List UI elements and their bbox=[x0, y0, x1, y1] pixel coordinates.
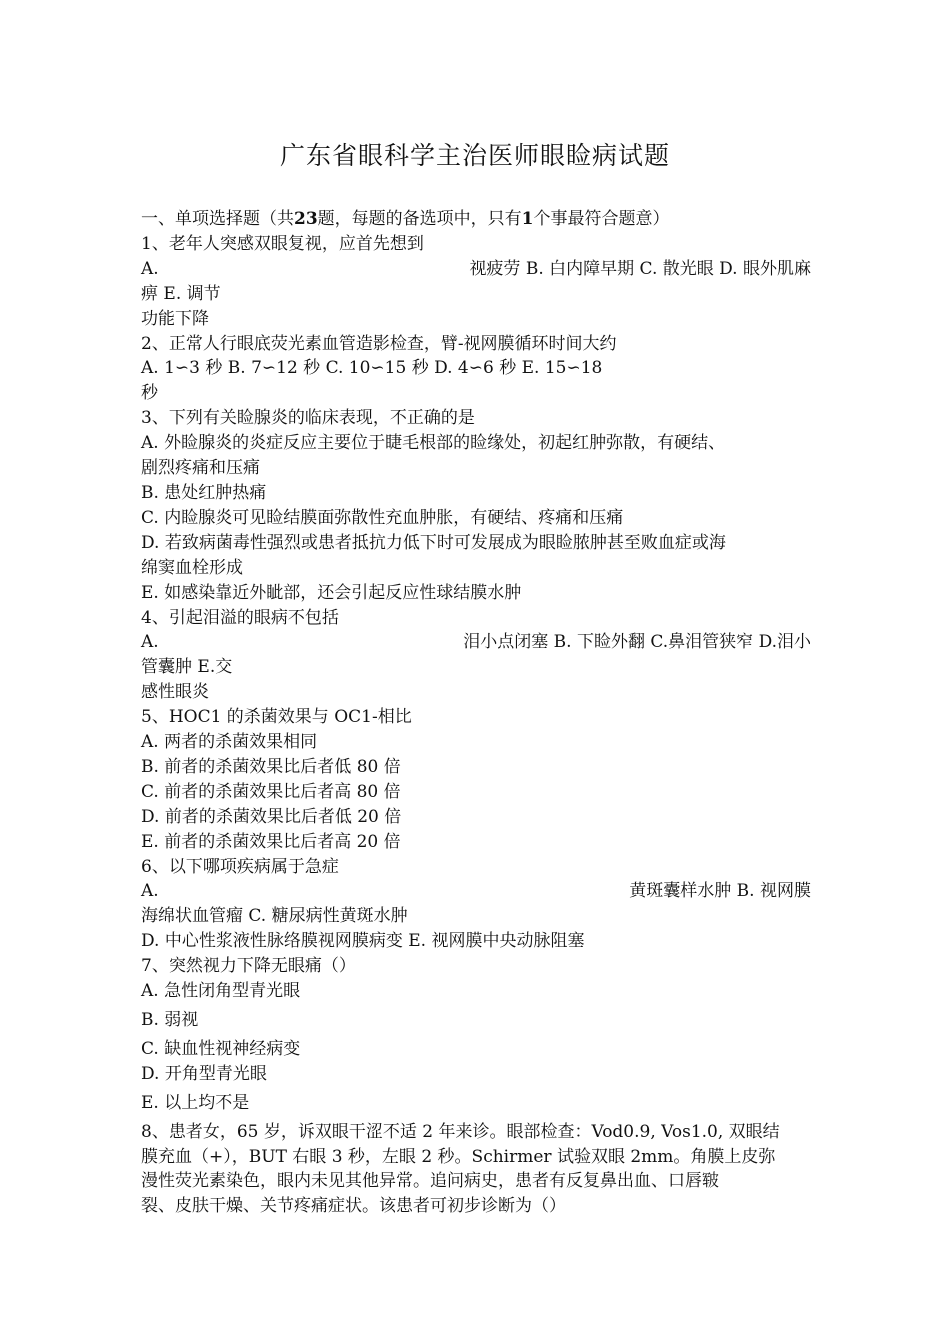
question-6-stem: 6、以下哪项疾病属于急症 bbox=[141, 856, 339, 877]
option: E. 如感染靠近外眦部，还会引起反应性球结膜水肿 bbox=[141, 582, 522, 603]
question-4-options: A. 泪小点闭塞 B. 下睑外翻 C.鼻泪管狭窄 D.泪小 bbox=[141, 632, 811, 653]
question-count: 23 bbox=[294, 209, 318, 229]
question-4-stem: 4、引起泪溢的眼病不包括 bbox=[141, 607, 339, 628]
question-7-stem: 7、突然视力下降无眼痛（） bbox=[141, 956, 356, 977]
option: D. 前者的杀菌效果比后者低 20 倍 bbox=[141, 806, 402, 827]
option: E. 以上均不是 bbox=[141, 1092, 250, 1113]
option: A. 急性闭角型青光眼 bbox=[141, 981, 301, 1002]
option: B. 前者的杀菌效果比后者低 80 倍 bbox=[141, 756, 401, 777]
question-1-stem: 1、老年人突感双眼复视，应首先想到 bbox=[141, 233, 424, 254]
question-1-options: A. 视疲劳 B. 白内障早期 C. 散光眼 D. 眼外肌麻 bbox=[141, 258, 811, 279]
section-heading: 一、单项选择题（共23题，每题的备选项中，只有1个事最符合题意） bbox=[141, 209, 670, 229]
option: D. 开角型青光眼 bbox=[141, 1063, 267, 1084]
document-title: 广东省眼科学主治医师眼睑病试题 bbox=[279, 141, 670, 170]
option: C. 前者的杀菌效果比后者高 80 倍 bbox=[141, 781, 401, 802]
option: E. 前者的杀菌效果比后者高 20 倍 bbox=[141, 831, 401, 852]
question-3-stem: 3、下列有关睑腺炎的临床表现，不正确的是 bbox=[141, 408, 475, 429]
option: C. 内睑腺炎可见睑结膜面弥散性充血肿胀，有硬结、疼痛和压痛 bbox=[141, 507, 624, 528]
document-body: 一、单项选择题（共23题，每题的备选项中，只有1个事最符合题意） 1、老年人突感双眼复视，应首先想到 A. 视疲劳 B. 白内障早期 C. 散光眼 D. 眼外肌麻 痹 E. 调节 功能下降 2、正常人行眼底荧光素血管造影检查，臂-视网膜循环时间大约 A. 1∽3 秒 B. 7∽12 秒 C. 10∽15 秒 D. 4∽6 秒 E. 15∽18 秒 3、下列有关睑腺炎的临床表现，不正确的是 A. 外睑腺炎的炎症反应主要位于睫毛根部的睑缘处，初起红肿弥散，有硬结、 剧烈疼痛和压痛 B. 患处红肿热痛 C. 内睑腺炎可见睑结膜面弥散性充血肿胀，有硬结、疼痛和压痛 D. 若致病菌毒性强烈或患者抵抗力低下时可发展成为眼睑脓肿甚至败血症或海 绵窦血栓形成 E. 如感染靠近外眦部，还会引起反应性球结膜水肿 4、引起泪溢的眼病不包括 A. 泪小点闭塞 B. 下睑外翻 C.鼻泪管狭窄 D.泪小 管囊肿 E.交 感性眼炎 5、HOC1 的杀菌效果与 OC1-相比 A. 两者的杀菌效果相同 B. 前者的杀菌效果比后者低 80 倍 C. 前者的杀菌效果比后者高 80 倍 D. 前者的杀菌效果比后者低 20 倍 E. 前者的杀菌效果比后者高 20 倍 6、以下哪项疾病属于急症 A. 黄斑囊样水肿 B. 视网膜 海绵状血管瘤 C. 糖尿病性黄斑水肿 D. 中心性浆液性脉络膜视网膜病变 E. 视网膜中央动脉阻塞 7、突然视力下降无眼痛（） A. 急性闭角型青光眼 B. 弱视 C. 缺血性视神经病变 D. 开角型青光眼 E. 以上均不是 8、患者女，65 岁，诉双眼干涩不适 2 年来诊。眼部检查：Vod0.9, Vos1.0, 双眼结 膜充血（+），BUT 右眼 3 秒，左眼 2 秒。Schirmer 试验双眼 2mm。角膜上皮弥 漫性荧光素染色，眼内未见其他异常。追问病史，患者有反复鼻出血、口唇皲 裂、皮肤干燥、关节疼痛症状。该患者可初步诊断为（） bbox=[141, 209, 811, 1217]
option: B. 患处红肿热痛 bbox=[141, 482, 267, 503]
question-5-stem: 5、HOC1 的杀菌效果与 OC1-相比 bbox=[141, 707, 412, 728]
option: D. 若致病菌毒性强烈或患者抵抗力低下时可发展成为眼睑脓肿甚至败血症或海 bbox=[141, 532, 726, 553]
option: A. 两者的杀菌效果相同 bbox=[141, 732, 318, 753]
option: C. 缺血性视神经病变 bbox=[141, 1038, 301, 1059]
option: B. 弱视 bbox=[141, 1010, 199, 1030]
question-2-options: A. 1∽3 秒 B. 7∽12 秒 C. 10∽15 秒 D. 4∽6 秒 E. 15∽18 bbox=[141, 358, 603, 379]
question-6-options: A. 黄斑囊样水肿 B. 视网膜 bbox=[141, 881, 811, 902]
option: A. 外睑腺炎的炎症反应主要位于睫毛根部的睑缘处，初起红肿弥散，有硬结、 bbox=[141, 433, 726, 454]
question-2-stem: 2、正常人行眼底荧光素血管造影检查，臂-视网膜循环时间大约 bbox=[141, 333, 617, 354]
question-8-stem: 8、患者女，65 岁，诉双眼干涩不适 2 年来诊。眼部检查：Vod0.9, Vos1.0, 双眼结 bbox=[141, 1121, 780, 1142]
